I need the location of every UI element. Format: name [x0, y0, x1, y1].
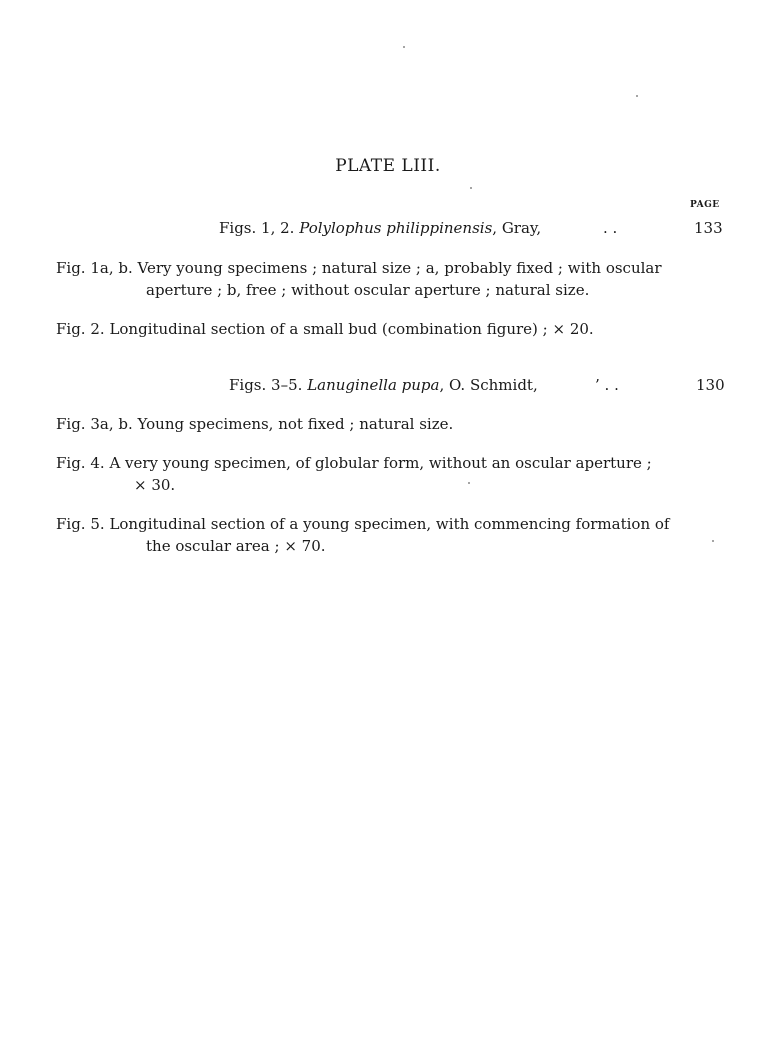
paper-speck: [712, 540, 714, 542]
figs-label: Figs. 1, 2.: [219, 219, 295, 237]
figure-caption: [56, 452, 676, 496]
paper-speck: [403, 46, 405, 48]
caption-line: the oscular area ; × 70.: [146, 537, 326, 555]
caption-line: × 30.: [134, 476, 176, 494]
species-name: Lanuginella pupa: [307, 376, 440, 394]
figure-caption: [56, 318, 676, 340]
figure-label: Fig. 1a, b.: [56, 259, 133, 277]
caption-line: A very young specimen, of globular form, without an oscular aperture ;: [109, 454, 652, 472]
group-heading: [229, 376, 538, 394]
group-heading: [219, 219, 541, 237]
paper-speck: [636, 95, 638, 97]
figure-label: Fig. 5.: [56, 515, 105, 533]
caption-line: aperture ; b, free ; without oscular aperture ; natural size.: [146, 281, 590, 299]
plate-title: PLATE LIII.: [335, 156, 441, 176]
figure-caption: [56, 513, 676, 557]
figure-label: Fig. 3a, b.: [56, 415, 133, 433]
species-authority: , O. Schmidt,: [439, 376, 538, 394]
caption-line: Longitudinal section of a young specimen, with commencing formation of: [109, 515, 670, 533]
page-column-label: PAGE: [690, 200, 720, 210]
caption-line: Young specimens, not fixed ; natural size.: [137, 415, 454, 433]
figure-caption: [56, 413, 676, 435]
caption-line: Longitudinal section of a small bud (combination figure) ; × 20.: [109, 320, 594, 338]
figure-caption: [56, 257, 676, 301]
page-number: 133: [694, 219, 723, 237]
species-name: Polylophus philippinensis: [299, 219, 493, 237]
leader-dots: ’ . .: [595, 376, 619, 394]
paper-speck: [470, 187, 472, 189]
leader-dots: . .: [603, 219, 618, 237]
figure-label: Fig. 2.: [56, 320, 105, 338]
species-authority: , Gray,: [492, 219, 542, 237]
caption-line: Very young specimens ; natural size ; a, probably fixed ; with oscular: [137, 259, 662, 277]
figs-label: Figs. 3–5.: [229, 376, 303, 394]
figure-label: Fig. 4.: [56, 454, 105, 472]
page-number: 130: [696, 376, 725, 394]
